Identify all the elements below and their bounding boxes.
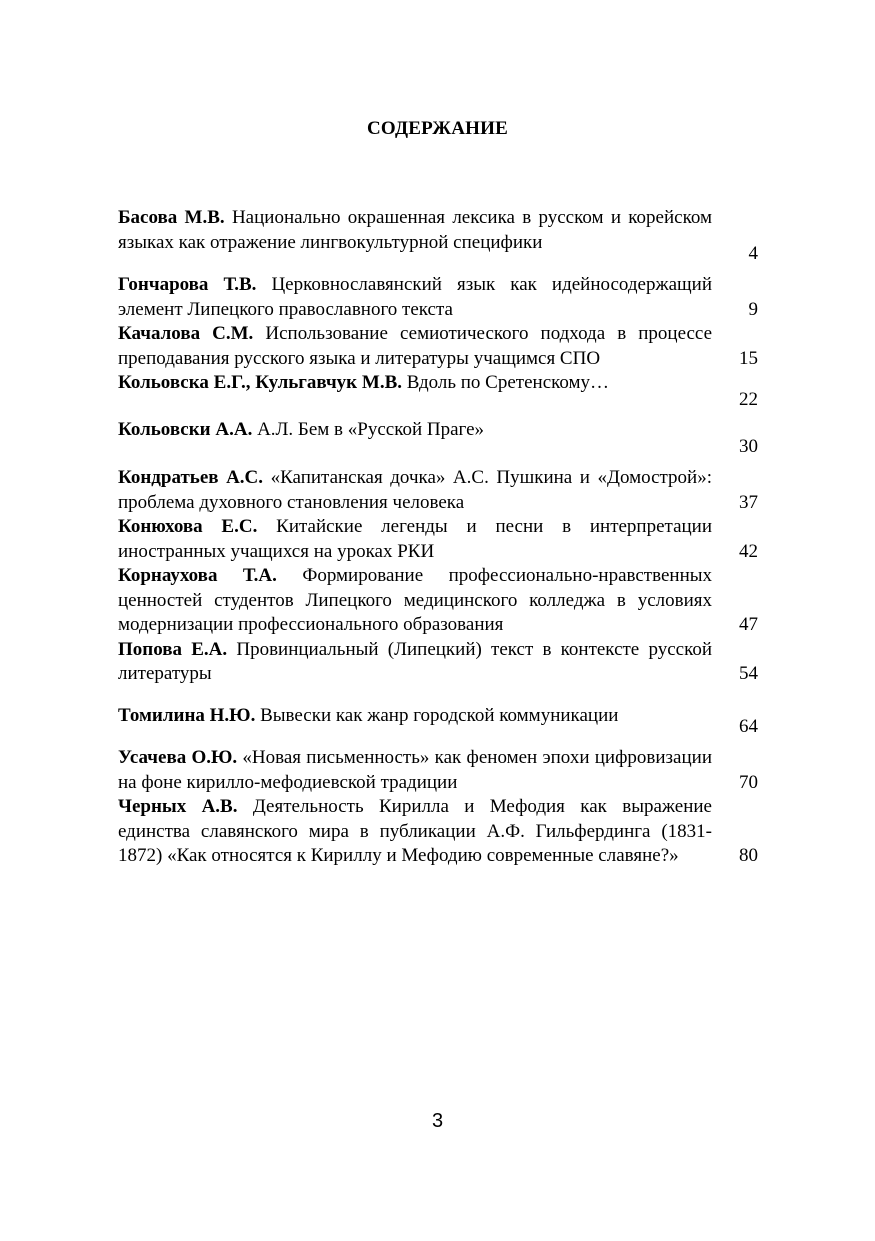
toc-entry-title: Провинциальный (Липецкий) текст в контексте русской литературы	[118, 638, 712, 684]
toc-entry-text	[118, 515, 712, 564]
toc-entry-title: Использование семиотического подхода в процессе преподавания русского языка и литературы учащимся СПО	[118, 323, 713, 369]
toc-entry-page: 80	[739, 845, 758, 866]
toc-entry-page: 64	[739, 715, 758, 737]
toc-entry	[118, 371, 758, 410]
toc-entry-text	[118, 418, 712, 443]
toc-entry-text	[118, 371, 712, 396]
toc-entry-page: 37	[739, 491, 758, 513]
toc-entry-text	[118, 322, 712, 371]
toc-entry-title: Вдоль по Сретенскому…	[406, 372, 610, 393]
toc-entry	[118, 206, 758, 264]
page-number: 3	[431, 1110, 444, 1132]
toc-entry-title: Вывески как жанр городской коммуникации	[260, 704, 619, 726]
toc-entry-author: Кольовска Е.Г., Кульгавчук М.В.	[118, 372, 402, 393]
toc-entry-author: Корнаухова Т.А.	[118, 565, 277, 586]
table-of-contents	[118, 206, 758, 869]
toc-entry-author: Басова М.В.	[118, 207, 225, 228]
toc-entry-text	[118, 206, 712, 255]
toc-entry-text	[118, 273, 712, 322]
toc-entry	[118, 322, 758, 371]
toc-entry	[118, 704, 758, 737]
toc-entry-author: Конюхова Е.С.	[118, 516, 258, 537]
toc-entry-title: А.Л. Бем в «Русской Праге»	[257, 418, 485, 440]
toc-entry	[118, 515, 758, 564]
toc-entry-page: 9	[748, 298, 758, 320]
toc-entry-text	[118, 638, 712, 687]
toc-entry-page: 70	[739, 771, 758, 793]
toc-entry-author: Попова Е.А.	[118, 638, 228, 660]
toc-entry-text	[118, 466, 712, 515]
toc-entry-author: Черных А.В.	[118, 796, 238, 817]
toc-entry-title: Церковнославянский язык как идейносодержащий элемент Липецкого православного текста	[118, 274, 712, 320]
toc-entry-page: 22	[739, 389, 758, 410]
toc-entry-page: 47	[739, 614, 758, 635]
toc-entry-title: Китайские легенды и песни в интерпретации иностранных учащихся на уроках РКИ	[118, 516, 713, 562]
toc-entry-page: 42	[739, 540, 758, 562]
toc-entry-title: «Новая письменность» как феномен эпохи цифровизации на фоне кирилло-мефодиевской традиции	[118, 747, 712, 793]
toc-entry-title: «Капитанская дочка» А.С. Пушкина и «Домострой»: проблема духовного становления человека	[118, 467, 712, 513]
toc-entry-author: Кольовски А.А.	[118, 418, 253, 440]
toc-entry-text	[118, 795, 712, 869]
toc-entry-text	[118, 704, 712, 729]
toc-entry-author: Кондратьев А.С.	[118, 467, 264, 488]
toc-entry-title: Деятельность Кирилла и Мефодия как выражение единства славянского мира в публикации А.Ф. Гильфердинга (1831-1872) «Как относятся к Кириллу и Мефодию современные славяне?»	[118, 796, 712, 866]
page-title: СОДЕРЖАНИЕ	[367, 118, 508, 139]
toc-entry	[118, 795, 758, 869]
toc-entry-author: Томилина Н.Ю.	[118, 704, 256, 726]
toc-entry-title: Формирование профессионально-нравственных ценностей студентов Липецкого медицинского колледжа в условиях модернизации профессионального образования	[118, 565, 713, 635]
toc-entry-page: 4	[748, 242, 758, 264]
toc-entry-text	[118, 564, 712, 638]
toc-entry	[118, 273, 758, 322]
toc-entry	[118, 564, 758, 638]
toc-entry	[118, 418, 758, 457]
toc-entry-author: Усачева О.Ю.	[118, 747, 238, 768]
toc-entry	[118, 466, 758, 515]
toc-entry-author: Качалова С.М.	[118, 323, 254, 344]
toc-entry	[118, 638, 758, 687]
toc-entry-page: 54	[739, 663, 758, 684]
toc-entry-author: Гончарова Т.В.	[118, 274, 257, 295]
toc-entry-page: 15	[739, 347, 758, 369]
toc-entry-text	[118, 746, 712, 795]
toc-entry-title: Национально окрашенная лексика в русском и корейском языках как отражение лингвокультурной специфики	[118, 207, 712, 253]
toc-entry-page: 30	[739, 435, 758, 457]
toc-entry	[118, 746, 758, 795]
